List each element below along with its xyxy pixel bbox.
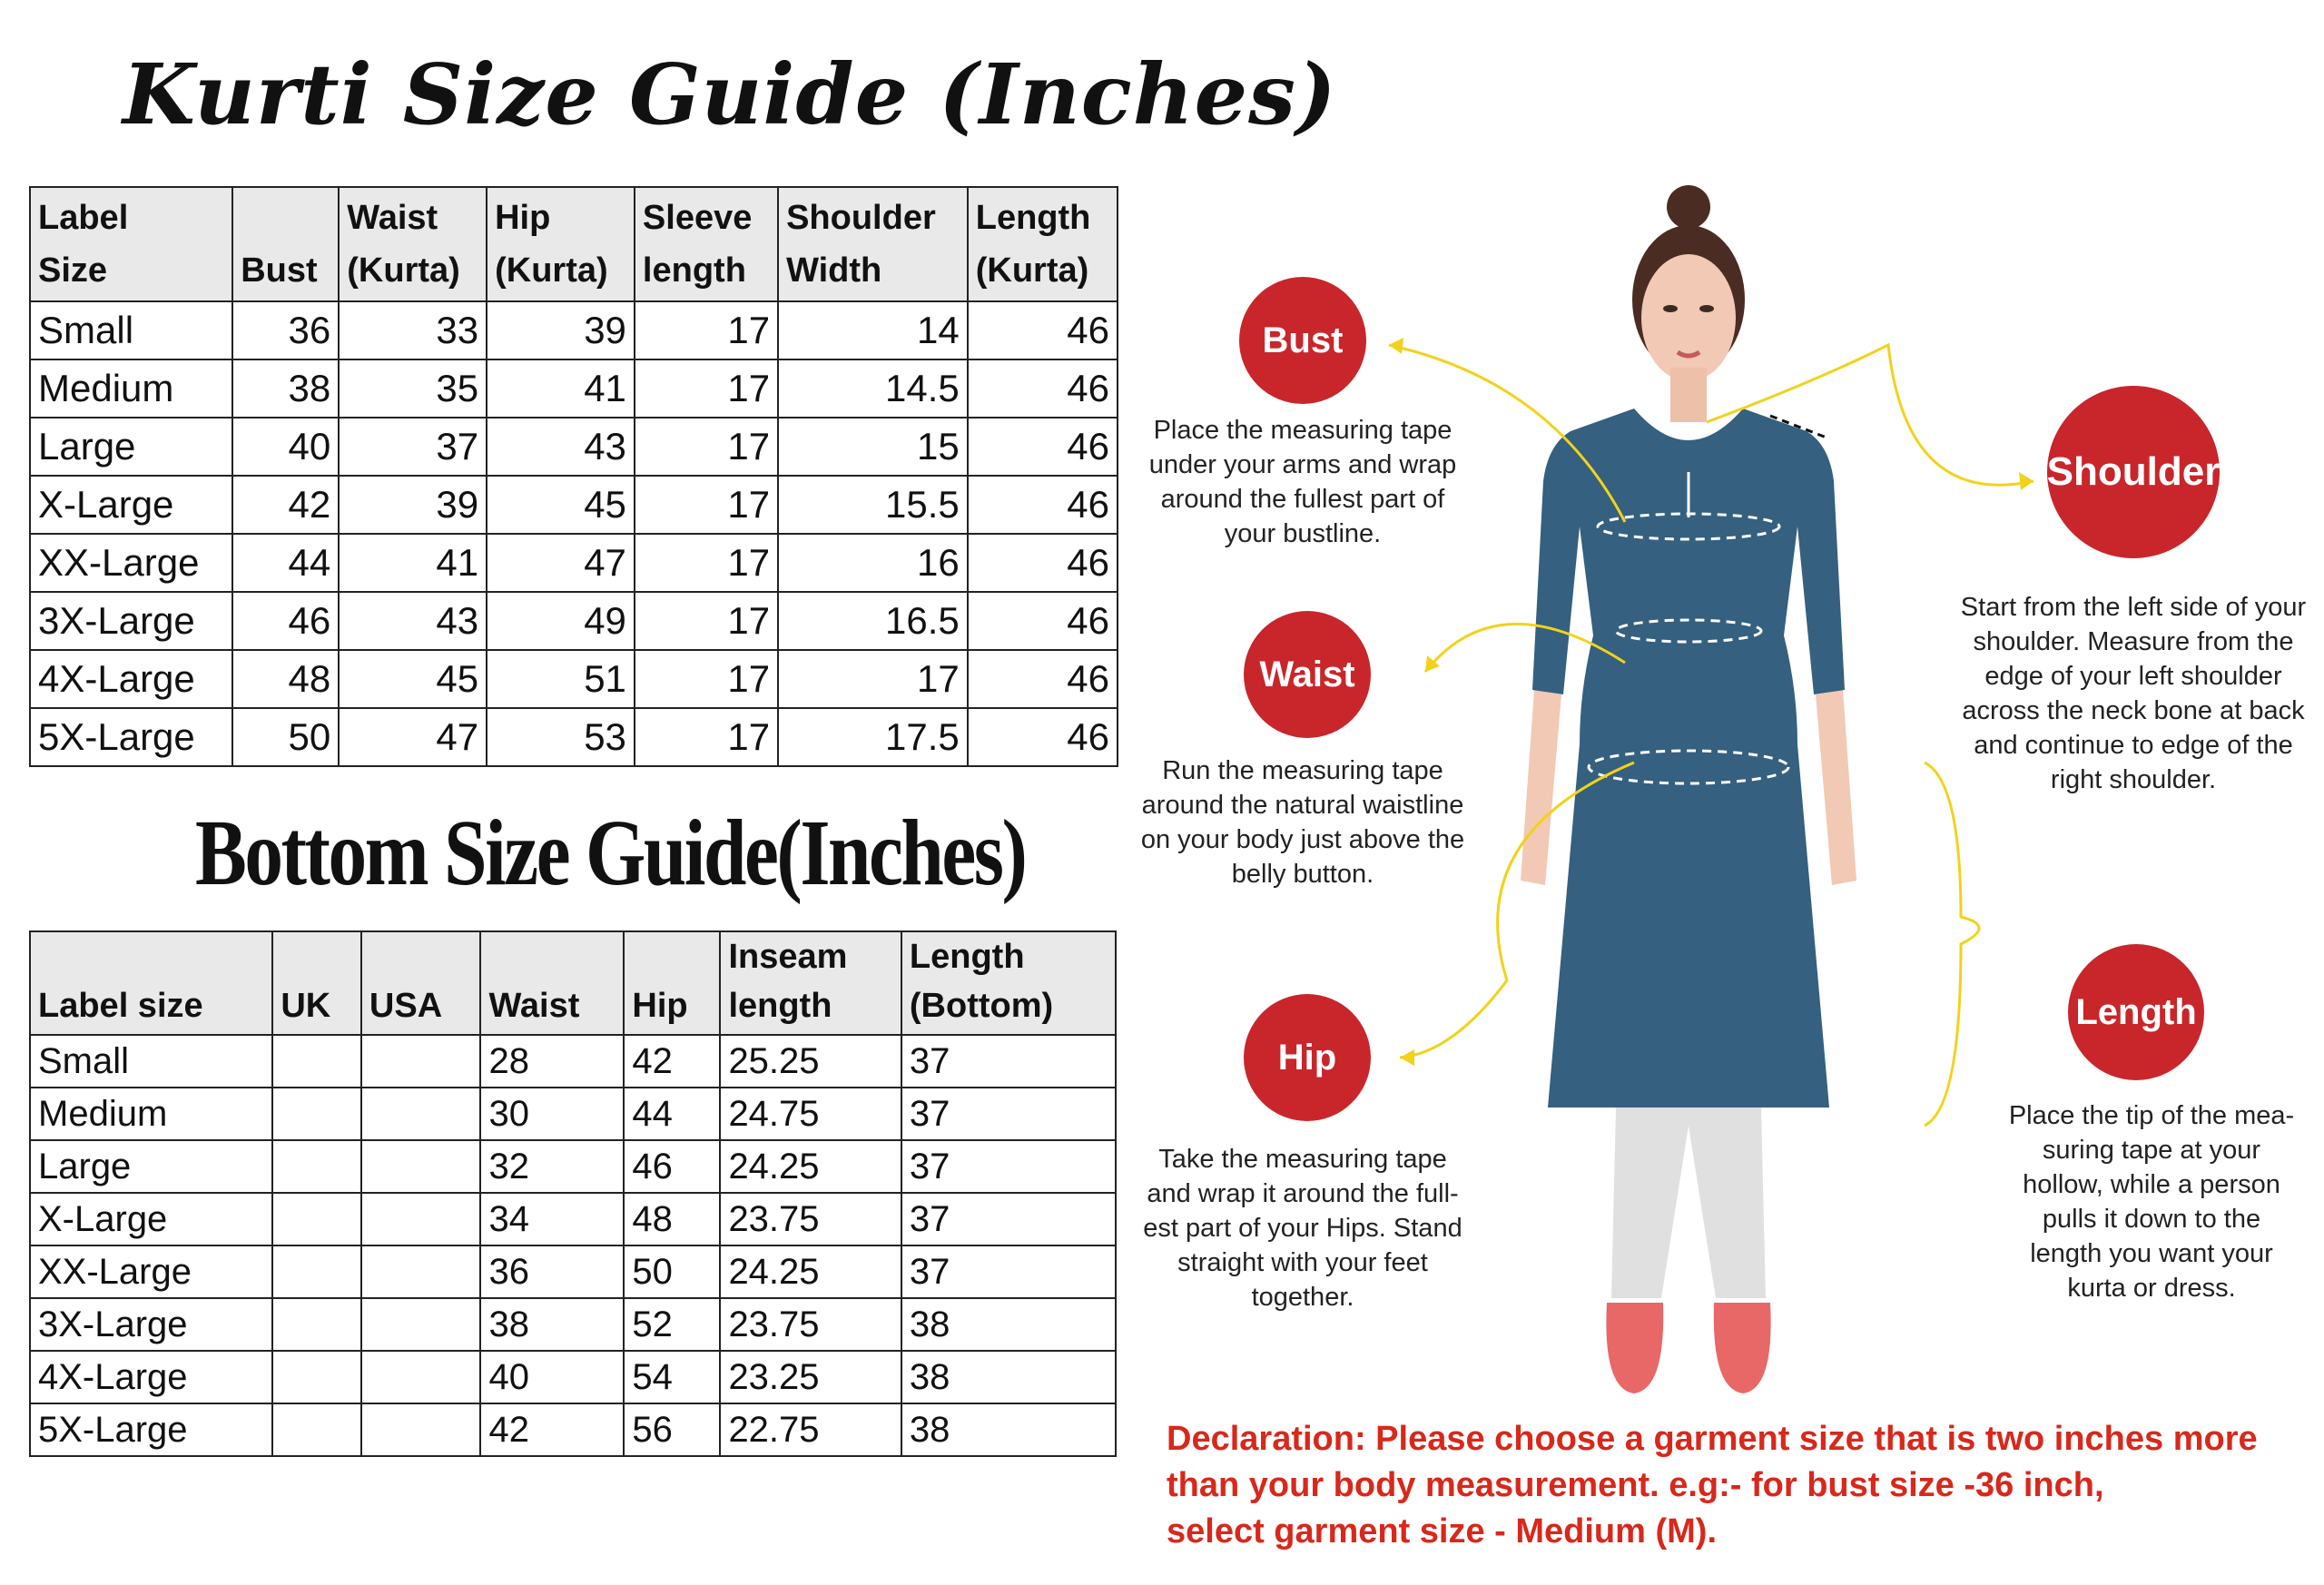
measurement-cell: 37 — [901, 1088, 1116, 1140]
measurement-cell: 17 — [778, 650, 968, 708]
column-header — [480, 931, 624, 1035]
measurement-cell: 38 — [480, 1298, 624, 1351]
measurement-cell: 43 — [487, 418, 635, 476]
measurement-cell: 22.75 — [720, 1403, 901, 1456]
measurement-cell: 30 — [480, 1088, 624, 1140]
measurement-cell: 43 — [339, 592, 487, 650]
column-header — [635, 187, 778, 301]
measurement-cell: 16.5 — [778, 592, 968, 650]
waist-badge: Waist — [1244, 611, 1371, 738]
measurement-cell: 44 — [232, 534, 339, 592]
hip-instruction-line: Take the measuring tape — [1158, 1145, 1447, 1174]
column-header-line: Length — [909, 938, 1025, 976]
measurement-cell — [272, 1351, 361, 1403]
size-label-cell: XX-Large — [30, 534, 232, 592]
measurement-cell: 38 — [232, 359, 339, 418]
measurement-cell: 28 — [480, 1035, 624, 1088]
column-header-line: Label size — [38, 987, 203, 1025]
measurement-cell: 16 — [778, 534, 968, 592]
column-header — [30, 931, 272, 1035]
column-header — [487, 187, 635, 301]
bust-instruction-line: under your arms and wrap — [1148, 450, 1457, 479]
measurement-cell: 17 — [635, 534, 778, 592]
measurement-cell: 37 — [901, 1193, 1116, 1245]
measurement-cell: 46 — [968, 650, 1118, 708]
size-label-cell: Large — [30, 418, 232, 476]
measurement-cell: 17 — [635, 359, 778, 418]
hair-bun — [1667, 185, 1710, 229]
hip-instruction-line: and wrap it around the full- — [1147, 1179, 1459, 1208]
length-instruction-line: pulls it down to the — [2042, 1205, 2261, 1234]
measurement-cell: 15 — [778, 418, 968, 476]
column-header-line — [38, 932, 264, 981]
measurement-cell: 46 — [968, 534, 1118, 592]
shoulder-badge: Shoulder — [2047, 386, 2220, 558]
right-shoe — [1714, 1303, 1771, 1393]
measurement-cell: 35 — [339, 359, 487, 418]
measurement-cell: 24.25 — [720, 1245, 901, 1298]
column-header-line: Width — [786, 251, 882, 290]
measurement-cell: 54 — [624, 1351, 720, 1403]
measurement-cell: 41 — [487, 359, 635, 418]
column-header-line: length — [642, 251, 746, 290]
table-row — [30, 650, 1118, 708]
table-header-row — [30, 931, 1116, 1035]
column-header — [778, 187, 968, 301]
length-instruction-line: Place the tip of the mea- — [2008, 1101, 2295, 1130]
measurement-cell: 41 — [339, 534, 487, 592]
column-header — [901, 931, 1116, 1035]
kurti-size-guide-title: Kurti Size Guide (Inches) — [123, 45, 1337, 143]
waist-instruction-line: belly button. — [1231, 860, 1374, 889]
column-header-line: Hip — [632, 987, 688, 1025]
bust-instructions — [1126, 413, 1480, 551]
measurement-cell — [272, 1140, 361, 1193]
measurement-cell: 14 — [778, 301, 968, 359]
measurement-cell — [361, 1088, 481, 1140]
measurement-cell — [361, 1298, 481, 1351]
measurement-cell: 37 — [339, 418, 487, 476]
measurement-cell: 34 — [480, 1193, 624, 1245]
column-header-line: (Bottom) — [909, 987, 1054, 1025]
waist-instruction-line: Run the measuring tape — [1162, 756, 1443, 785]
table-row — [30, 1351, 1116, 1403]
column-header-line: length — [728, 987, 832, 1025]
shoulder-instruction-line: right shoulder. — [2050, 765, 2217, 794]
declaration-line: Declaration: Please choose a garment size that is two inches more — [1167, 1420, 2258, 1458]
measurement-cell: 47 — [487, 534, 635, 592]
column-header — [272, 931, 361, 1035]
measurement-cell: 39 — [487, 301, 635, 359]
measurement-cell: 46 — [968, 359, 1118, 418]
table-row — [30, 418, 1118, 476]
hip-instructions — [1121, 1142, 1484, 1314]
column-header-line: Waist — [347, 199, 438, 237]
measurement-cell — [361, 1140, 481, 1193]
column-header — [361, 931, 481, 1035]
measurement-cell: 37 — [901, 1035, 1116, 1088]
column-header-line: Hip — [495, 199, 551, 237]
waist-instruction-line: around the natural waistline — [1141, 791, 1464, 820]
column-header — [339, 187, 487, 301]
measurement-cell: 24.75 — [720, 1088, 901, 1140]
hip-instruction-line: together. — [1251, 1283, 1354, 1312]
bust-instruction-line: around the fullest part of — [1160, 485, 1445, 514]
measurement-cell: 17.5 — [778, 708, 968, 766]
kurti-size-table — [29, 186, 1118, 767]
measurement-cell: 36 — [480, 1245, 624, 1298]
column-header — [720, 931, 901, 1035]
column-header-line — [281, 932, 353, 981]
size-label-cell: Small — [30, 1035, 272, 1088]
measurement-cell: 46 — [968, 476, 1118, 534]
measurement-cell: 36 — [232, 301, 339, 359]
shoulder-instruction-line: edge of your left shoulder — [1984, 662, 2282, 691]
measurement-cell — [272, 1193, 361, 1245]
measurement-cell: 33 — [339, 301, 487, 359]
column-header-line: Size — [38, 251, 108, 290]
measurement-cell: 17 — [635, 650, 778, 708]
measurement-cell: 40 — [232, 418, 339, 476]
column-header-line: (Kurta) — [495, 251, 608, 290]
measurement-cell: 44 — [624, 1088, 720, 1140]
table-row — [30, 1403, 1116, 1456]
measurement-cell: 51 — [487, 650, 635, 708]
measurement-cell: 37 — [901, 1245, 1116, 1298]
measurement-cell: 14.5 — [778, 359, 968, 418]
table-row — [30, 1193, 1116, 1245]
size-label-cell: Medium — [30, 359, 232, 418]
measurement-cell — [272, 1298, 361, 1351]
waist-instructions — [1121, 753, 1484, 891]
table-row — [30, 708, 1118, 766]
measurement-cell — [272, 1245, 361, 1298]
size-label-cell: X-Large — [30, 1193, 272, 1245]
hip-badge: Hip — [1244, 994, 1371, 1121]
table-row — [30, 301, 1118, 359]
declaration-line: select garment size - Medium (M). — [1167, 1512, 1718, 1551]
size-label-cell: Medium — [30, 1088, 272, 1140]
column-header-line — [632, 932, 712, 981]
length-instruction-line: length you want your — [2030, 1239, 2273, 1268]
size-label-cell: 3X-Large — [30, 1298, 272, 1351]
measurement-cell: 46 — [624, 1140, 720, 1193]
measurement-cell: 47 — [339, 708, 487, 766]
column-header — [232, 187, 339, 301]
table-row — [30, 1140, 1116, 1193]
measurement-cell: 23.25 — [720, 1351, 901, 1403]
left-shoe — [1606, 1303, 1663, 1393]
measurement-cell: 50 — [232, 708, 339, 766]
bust-instruction-line: Place the measuring tape — [1153, 416, 1452, 445]
column-header-line: Shoulder — [786, 199, 936, 237]
size-label-cell: 4X-Large — [30, 1351, 272, 1403]
shoulder-instruction-line: Start from the left side of your — [1960, 593, 2307, 622]
table-row — [30, 1245, 1116, 1298]
table-row — [30, 1035, 1116, 1088]
measurement-cell — [361, 1193, 481, 1245]
measurement-cell: 56 — [624, 1403, 720, 1456]
measurement-cell: 38 — [901, 1351, 1116, 1403]
measurement-cell: 38 — [901, 1298, 1116, 1351]
table-row — [30, 359, 1118, 418]
measurement-cell: 45 — [487, 476, 635, 534]
length-instruction-line: suring tape at your — [2042, 1136, 2261, 1165]
measurement-cell: 32 — [480, 1140, 624, 1193]
column-header-line: Bust — [241, 251, 318, 290]
size-label-cell: 4X-Large — [30, 650, 232, 708]
shoulder-instruction-line: shoulder. Measure from the — [1973, 627, 2294, 656]
measurement-cell: 49 — [487, 592, 635, 650]
size-label-cell: 3X-Large — [30, 592, 232, 650]
measurement-cell: 46 — [968, 301, 1118, 359]
measurement-cell — [272, 1035, 361, 1088]
measurement-cell: 52 — [624, 1298, 720, 1351]
table-row — [30, 476, 1118, 534]
column-header-line: Label — [38, 199, 129, 237]
column-header-line — [241, 192, 330, 244]
measurement-cell: 40 — [480, 1351, 624, 1403]
measurement-cell: 15.5 — [778, 476, 968, 534]
declaration-line: than your body measurement. e.g:- for bust size -36 inch, — [1167, 1466, 2104, 1504]
measurement-cell: 53 — [487, 708, 635, 766]
measurement-cell: 24.25 — [720, 1140, 901, 1193]
measurement-cell — [361, 1403, 481, 1456]
bottom-size-guide-title: Bottom Size Guide(Inches) — [195, 801, 1026, 905]
length-instruction-line: hollow, while a person — [2023, 1170, 2280, 1199]
measurement-cell: 37 — [901, 1140, 1116, 1193]
length-instruction-line: kurta or dress. — [2067, 1274, 2236, 1303]
measurement-cell — [272, 1403, 361, 1456]
measurement-cell: 23.75 — [720, 1193, 901, 1245]
measurement-cell: 39 — [339, 476, 487, 534]
bust-badge: Bust — [1239, 277, 1366, 404]
column-header-line: USA — [369, 987, 443, 1025]
size-label-cell: 5X-Large — [30, 1403, 272, 1456]
column-header-line: Length — [975, 199, 1091, 237]
measurement-cell — [361, 1245, 481, 1298]
table-header-row — [30, 187, 1118, 301]
length-instructions — [1970, 1098, 2324, 1305]
measurement-cell: 42 — [232, 476, 339, 534]
measurement-cell: 17 — [635, 592, 778, 650]
table-row — [30, 1088, 1116, 1140]
table-row — [30, 534, 1118, 592]
measurement-cell — [272, 1088, 361, 1140]
column-header-line: (Kurta) — [347, 251, 460, 290]
waist-instruction-line: on your body just above the — [1140, 825, 1465, 854]
shoulder-instructions — [1952, 590, 2315, 797]
measurement-cell: 42 — [624, 1035, 720, 1088]
size-label-cell: Small — [30, 301, 232, 359]
column-header-line: Waist — [488, 987, 580, 1025]
measurement-cell: 45 — [339, 650, 487, 708]
bust-instruction-line: your bustline. — [1224, 519, 1382, 548]
measurement-cell: 48 — [232, 650, 339, 708]
size-label-cell: 5X-Large — [30, 708, 232, 766]
measurement-cell: 46 — [968, 592, 1118, 650]
column-header — [968, 187, 1118, 301]
column-header — [624, 931, 720, 1035]
declaration-text — [1167, 1416, 2310, 1555]
shoulder-instruction-line: across the neck bone at back — [1962, 696, 2305, 725]
measurement-cell: 25.25 — [720, 1035, 901, 1088]
measurement-cell: 46 — [968, 708, 1118, 766]
hip-instruction-line: est part of your Hips. Stand — [1143, 1214, 1462, 1243]
hip-instruction-line: straight with your feet — [1177, 1248, 1428, 1277]
measurement-cell: 50 — [624, 1245, 720, 1298]
measurement-cell: 17 — [635, 301, 778, 359]
column-header-line: Sleeve — [642, 199, 753, 237]
measurement-cell: 17 — [635, 418, 778, 476]
measurement-cell — [361, 1351, 481, 1403]
size-label-cell: X-Large — [30, 476, 232, 534]
measurement-cell: 38 — [901, 1403, 1116, 1456]
column-header-line — [488, 932, 615, 981]
size-label-cell: XX-Large — [30, 1245, 272, 1298]
table-row — [30, 592, 1118, 650]
measurement-cell: 17 — [635, 708, 778, 766]
bottom-size-table — [29, 930, 1117, 1457]
length-badge: Length — [2068, 944, 2204, 1080]
size-label-cell: Large — [30, 1140, 272, 1193]
measurement-cell: 46 — [968, 418, 1118, 476]
shoulder-instruction-line: and continue to edge of the — [1974, 731, 2293, 760]
measurement-cell: 46 — [232, 592, 339, 650]
measurement-cell: 17 — [635, 476, 778, 534]
column-header-line: UK — [281, 987, 331, 1025]
column-header-line: (Kurta) — [975, 251, 1089, 290]
measurement-cell: 48 — [624, 1193, 720, 1245]
column-header-line — [369, 932, 473, 981]
measurement-cell: 42 — [480, 1403, 624, 1456]
column-header — [30, 187, 232, 301]
column-header-line: Inseam — [728, 938, 848, 976]
measurement-cell: 23.75 — [720, 1298, 901, 1351]
table-row — [30, 1298, 1116, 1351]
measurement-cell — [361, 1035, 481, 1088]
